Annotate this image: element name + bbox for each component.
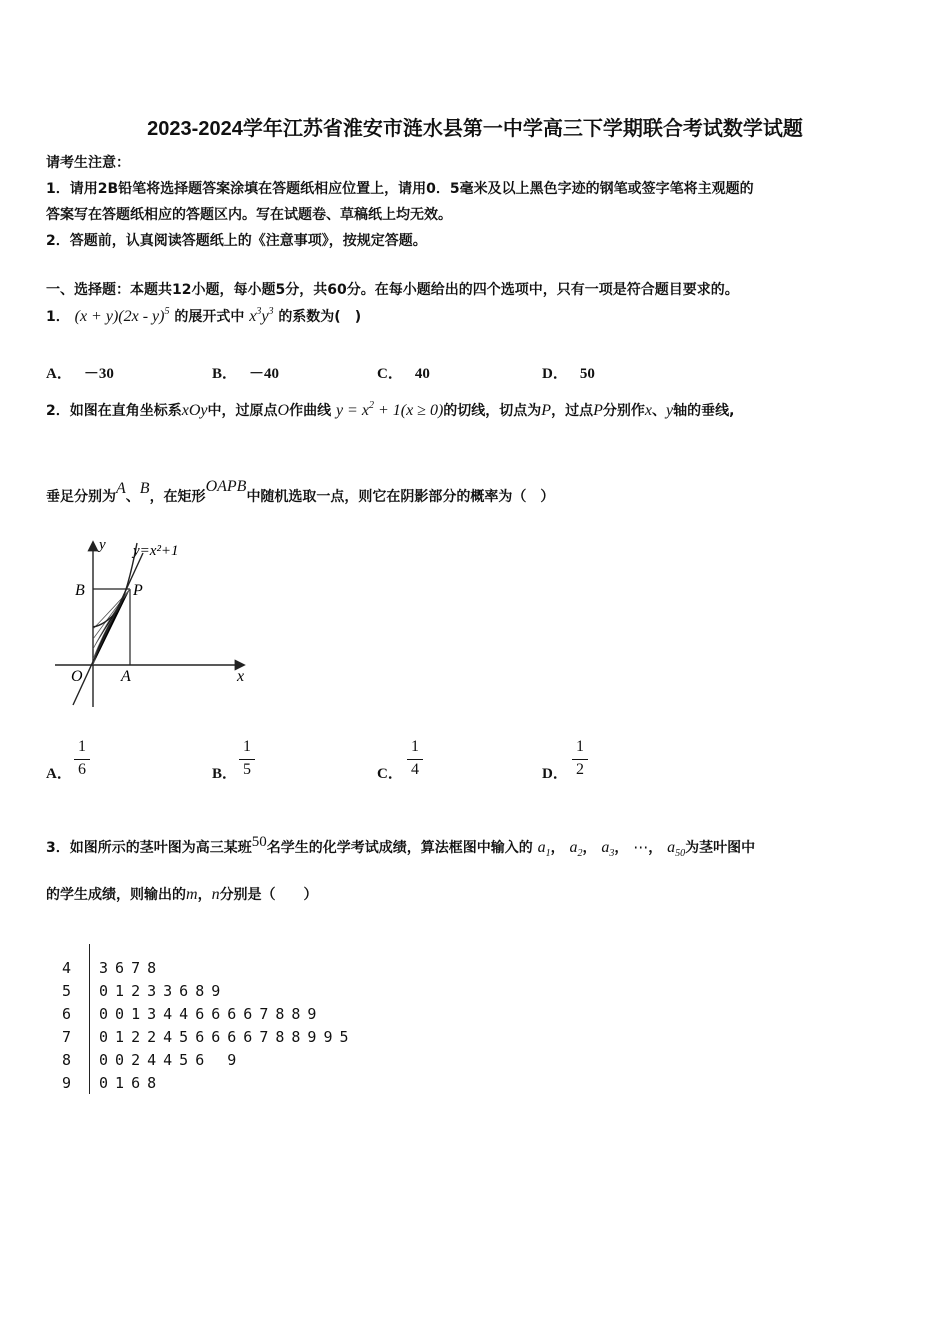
q2-option-a-fraction[interactable]: 1 6 [72,738,92,781]
q1-option-b[interactable]: B． －40 [212,366,280,382]
q2-option-a-label[interactable]: A． [46,766,72,782]
page-title: 2023-2024学年江苏省淮安市涟水县第一中学高三下学期联合考试数学试题 [147,118,803,140]
q1-option-a[interactable]: A． －30 [46,366,114,382]
question-1-stem: 1． (x + y)(2x - y)$^5$ 的展开式中 $x^3y^3$ 的系数为( ) [46,306,362,325]
section-heading: 一、选择题：本题共12小题，每小题5分，共60分。在每小题给出的四个选项中，只有一项是符合题目要求的。 [46,282,739,298]
point-a-label: A [121,668,131,685]
stem-leaf-row: 7 0122456666788995 [62,1028,356,1046]
q2-option-c-label[interactable]: C． [377,766,403,782]
question-number: 1． [46,309,70,325]
shaded-region [93,589,130,665]
tangent-figure [55,535,255,710]
q2-option-b-fraction[interactable]: 1 5 [237,738,257,781]
q2-option-c-fraction[interactable]: 1 4 [405,738,425,781]
stem-leaf-row: 8 0024456 9 [62,1051,244,1069]
question-3-stem-line-1: 3．如图所示的茎叶图为高三某班50名学生的化学考试成绩，算法框图中输入的 $a_1$， $a_2$， $a_3$， ⋯， $a_{50}$为茎叶图中 [46,834,756,859]
x-axis-label: x [237,668,245,685]
point-o-label: O [71,668,83,685]
q1-option-d[interactable]: D． 50 [542,366,595,382]
notice-heading: 请考生注意： [46,155,130,171]
stem-leaf-row: 9 0168 [62,1074,164,1092]
q2-option-d-label[interactable]: D． [542,766,568,782]
y-axis-label: y [99,537,106,553]
stem-leaf-row: 6 00134466667889 [62,1005,324,1023]
notice-line-2: 答案写在答题纸相应的答题区内。写在试题卷、草稿纸上均无效。 [46,207,452,223]
question-3-stem-line-2: 的学生成绩，则输出的m，n分别是（ ） [46,886,318,903]
q1-expression: (x + y)(2x - y)$^5$ [74,306,170,325]
notice-line-1: 1．请用2B铅笔将选择题答案涂填在答题纸相应位置上，请用0．5毫米及以上黑色字迹的钢笔或签字笔将主观题的 [46,181,754,197]
q1-option-c[interactable]: C． 40 [377,366,430,382]
q2-option-d-fraction[interactable]: 1 2 [570,738,590,781]
tangent-line [73,553,143,705]
point-p-label: P [133,582,143,599]
stem-leaf-row: 4 3678 [62,959,164,977]
question-2-stem-line-2: 垂足分别为A、B，在矩形OAPB中随机选取一点，则它在阴影部分的概率为（ ） [46,478,555,505]
notice-line-3: 2．答题前，认真阅读答题纸上的《注意事项》，按规定答题。 [46,233,427,249]
question-2-stem-line-1: 2．如图在直角坐标系xOy中，过原点O作曲线 $y = x^2 + 1(x \ge 0)$的切线，切点为P，过点P分别作x、y轴的垂线, [46,400,735,419]
q2-option-b-label[interactable]: B． [212,766,238,782]
point-b-label: B [75,582,85,599]
q1-term: $x^3y^3$ [249,306,274,325]
curve-label: y=x²+1 [133,543,179,559]
stem-leaf-row: 5 01233689 [62,982,228,1000]
